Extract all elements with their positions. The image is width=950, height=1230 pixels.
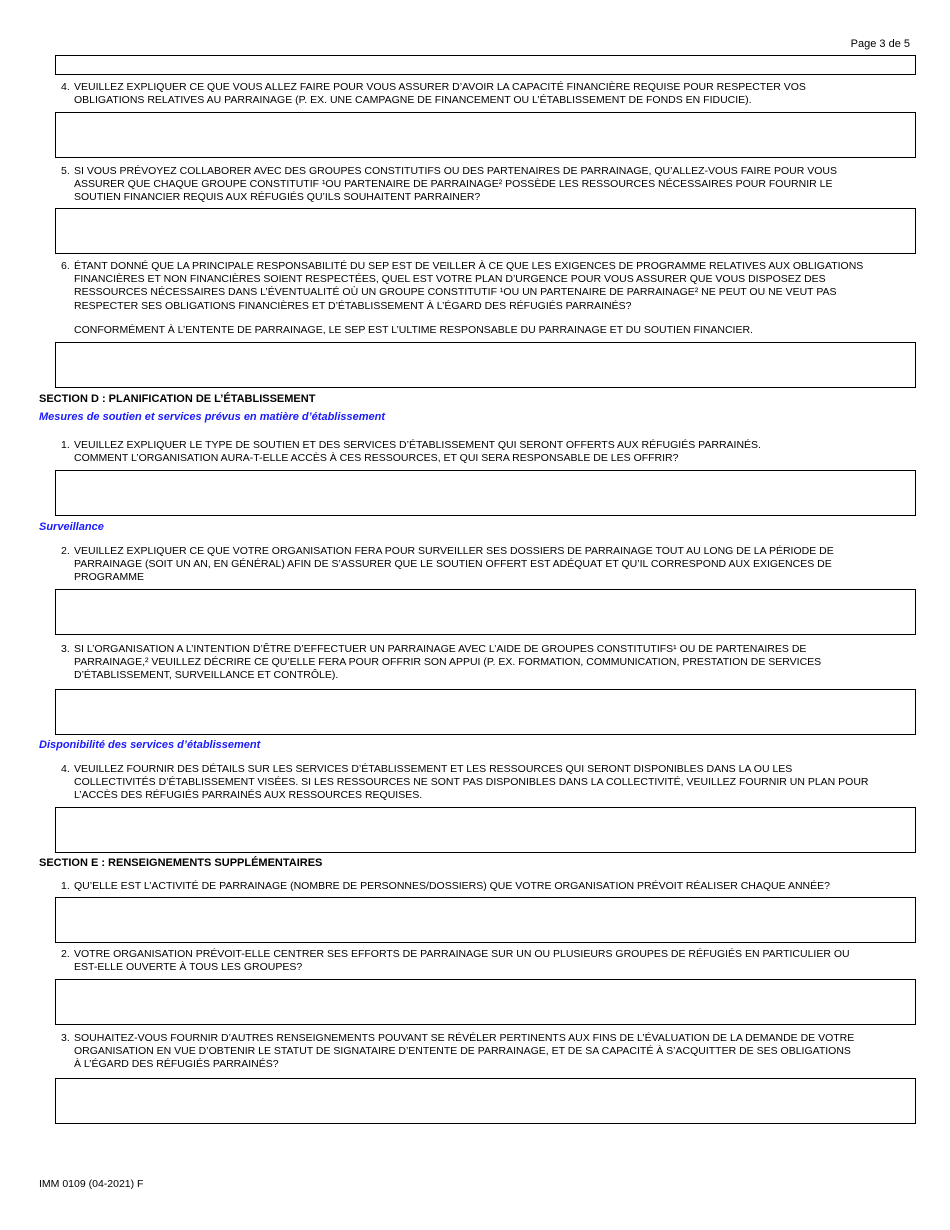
question-e3: 3. SOUHAITEZ-VOUS FOURNIR D’AUTRES RENSEIGNEMENTS POUVANT SE RÉVÉLER PERTINENTS AUX FINS DE L’ÉVALUATION DE LA DEMANDE DE VOTRE ORGANISATION EN VUE D’OBTENIR LE STATUT DE SIGNATAIRE D’ENTENTE DE PARRAINAGE, ET DE SA CAPACITÉ À S’ACQUITTER DE SES OBLIGATIONS À L’ÉGARD DES RÉFUGIÉS PARRAINÉS? bbox=[61, 1032, 855, 1071]
answer-field-e3[interactable] bbox=[55, 1078, 916, 1124]
answer-field-c3[interactable] bbox=[55, 55, 916, 75]
question-d1: 1. VEUILLEZ EXPLIQUER LE TYPE DE SOUTIEN ET DES SERVICES D’ÉTABLISSEMENT QUI SERONT OFFERTS AUX RÉFUGIÉS PARRAINÉS. COMMENT L’ORGANISATION AURA-T-ELLE ACCÈS À CES RESSOURCES, ET QUI SERA RESPONSABLE DE LES OFFRIR? bbox=[61, 439, 761, 465]
question-e2: 2. VOTRE ORGANISATION PRÉVOIT-ELLE CENTRER SES EFFORTS DE PARRAINAGE SUR UN OU PLUSIEURS GROUPES DE RÉFUGIÉS EN PARTICULIER OU EST-ELLE OUVERTE À TOUS LES GROUPES? bbox=[61, 948, 850, 974]
answer-field-d4[interactable] bbox=[55, 807, 916, 853]
answer-field-d1[interactable] bbox=[55, 470, 916, 516]
subheading-settlement-supports: Mesures de soutien et services prévus en matière d’établissement bbox=[39, 411, 386, 423]
answer-field-c4[interactable] bbox=[55, 112, 916, 158]
answer-field-d2[interactable] bbox=[55, 589, 916, 635]
form-identifier: IMM 0109 (04-2021) F bbox=[39, 1178, 144, 1190]
answer-field-c5[interactable] bbox=[55, 208, 916, 254]
question-d3: 3. SI L’ORGANISATION A L’INTENTION D’ÊTRE D’EFFECTUER UN PARRAINAGE AVEC L’AIDE DE GROUPES CONSTITUTIFS¹ OU DE PARTENAIRES DE PARRAINAGE,² VEUILLEZ DÉCRIRE CE QU’ELLE FERA POUR OFFRIR SON APPUI (P. EX. FORMATION, COMMUNICATION, PRESTATION DE SERVICES D’ÉTABLISSEMENT, SURVEILLANCE ET CONTRÔLE). bbox=[61, 643, 822, 682]
question-e1: 1. QU’ELLE EST L’ACTIVITÉ DE PARRAINAGE (NOMBRE DE PERSONNES/DOSSIERS) QUE VOTRE ORGANISATION PRÉVOIT RÉALISER CHAQUE ANNÉE? bbox=[61, 880, 830, 892]
question-d2: 2. VEUILLEZ EXPLIQUER CE QUE VOTRE ORGANISATION FERA POUR SURVEILLER SES DOSSIERS DE PARRAINAGE TOUT AU LONG DE LA PÉRIODE DE PARRAINAGE (SOIT UN AN, EN GÉNÉRAL) AFIN DE S’ASSURER QUE LE SOUTIEN OFFERT EST ADÉQUAT ET QU’IL CORRESPOND AUX EXIGENCES DE PROGRAMME bbox=[61, 545, 834, 584]
answer-field-c6[interactable] bbox=[55, 342, 916, 388]
responsibility-note: CONFORMÉMENT À L’ENTENTE DE PARRAINAGE, LE SEP EST L’ULTIME RESPONSABLE DU PARRAINAGE ET DU SOUTIEN FINANCIER. bbox=[74, 324, 753, 336]
question-c5: 5. SI VOUS PRÉVOYEZ COLLABORER AVEC DES GROUPES CONSTITUTIFS OU DES PARTENAIRES DE PARRAINAGE, QU’ALLEZ-VOUS FAIRE POUR VOUS ASSURER QUE CHAQUE GROUPE CONSTITUTIF ¹OU PARTENAIRE DE PARRAINAGE² POSSÈDE LES RESSOURCES NÉCESSAIRES POUR FOURNIR LE SOUTIEN FINANCIER REQUIS AUX RÉFUGIÉS QU’ILS SOUHAITENT PARRAINER? bbox=[61, 165, 837, 204]
answer-field-e2[interactable] bbox=[55, 979, 916, 1025]
question-d4: 4. VEUILLEZ FOURNIR DES DÉTAILS SUR LES SERVICES D’ÉTABLISSEMENT ET LES RESSOURCES QUI SERONT DISPONIBLES DANS LA OU LES COLLECTIVITÉS D’ÉTABLISSEMENT VISÉES. SI LES RESSOURCES NE SONT PAS DISPONIBLES DANS LA COLLECTIVITÉ, VEUILLEZ FOURNIR UN PLAN POUR L’ACCÈS DES RÉFUGIÉS PARRAINÉS AUX RESSOURCES REQUISES. bbox=[61, 763, 869, 802]
page-number: Page 3 de 5 bbox=[850, 38, 910, 50]
question-c6: 6. ÉTANT DONNÉ QUE LA PRINCIPALE RESPONSABILITÉ DU SEP EST DE VEILLER À CE QUE LES EXIGENCES DE PROGRAMME RELATIVES AUX OBLIGATIONS FINANCIÈRES ET NON FINANCIÈRES SOIENT RESPECTÉES, QUEL EST VOTRE PLAN D’URGENCE POUR VOUS ASSURER QUE VOUS DISPOSEZ DES RESSOURCES NÉCESSAIRES DANS L’ÉVENTUALITÉ OÙ UN GROUPE CONSTITUTIF ¹OU UN PARTENAIRE DE PARRAINAGE² NE PEUT OU NE VEUT PAS RESPECTER SES OBLIGATIONS FINANCIÈRES ET D’ÉTABLISSEMENT À L’ÉGARD DES RÉFUGIÉS PARRAINÉS? bbox=[61, 260, 864, 312]
subheading-service-availability: Disponibilité des services d’établissement bbox=[39, 739, 261, 751]
answer-field-e1[interactable] bbox=[55, 897, 916, 943]
section-e-title: SECTION E : RENSEIGNEMENTS SUPPLÉMENTAIRES bbox=[39, 857, 323, 869]
question-c4: 4. VEUILLEZ EXPLIQUER CE QUE VOUS ALLEZ FAIRE POUR VOUS ASSURER D’AVOIR LA CAPACITÉ FINANCIÈRE REQUISE POUR RESPECTER VOS OBLIGATIONS RELATIVES AU PARRAINAGE (P. EX. UNE CAMPAGNE DE FINANCEMENT OU L’ÉTABLISSEMENT DE FONDS EN FIDUCIE). bbox=[61, 81, 806, 107]
answer-field-d3[interactable] bbox=[55, 689, 916, 735]
section-d-title: SECTION D : PLANIFICATION DE L’ÉTABLISSEMENT bbox=[39, 393, 316, 405]
subheading-monitoring: Surveillance bbox=[39, 521, 104, 533]
